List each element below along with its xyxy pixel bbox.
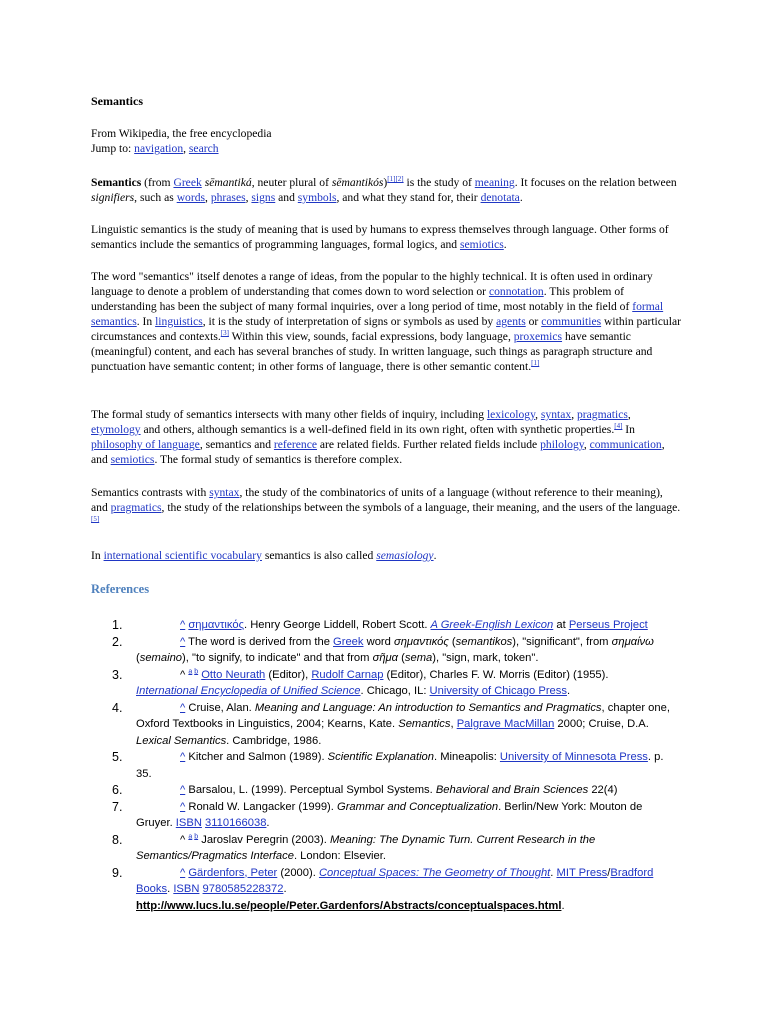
link-conceptual-spaces[interactable]: Conceptual Spaces: The Geometry of Thought <box>318 866 551 879</box>
link-pragmatics-2[interactable]: pragmatics <box>110 501 162 514</box>
link-agents[interactable]: agents <box>496 315 526 328</box>
cite-1-2[interactable]: [1][2] <box>387 175 404 184</box>
link-pragmatics[interactable]: pragmatics <box>577 408 628 421</box>
paragraph-word: The word "semantics" itself denotes a range of ideas, from the popular to the highly technical. It is often used in ordinary language to denote a problem of understanding that comes down to word selection or connotation. This problem of understanding has been the subject of many formal inquiries, over a long period of time, most notably in the field of formal semantics. In linguistics, it is the study of interpretation of signs or symbols as used by agents or communities within particular circumstances and contexts.[3] Within this view, sounds, facial expressions, body language, proxemics have semantic (meaningful) content, and each has several branches of study. In written language, such things as paragraph structure and punctuation have semantic content; in other forms of language, there is other semantic content.[1] <box>91 270 681 373</box>
cite-1[interactable]: [1] <box>531 359 540 368</box>
references-heading: References <box>91 582 150 596</box>
backlink-a[interactable]: a <box>188 667 193 675</box>
link-meaning[interactable]: meaning <box>474 176 515 189</box>
cite-3[interactable]: [3] <box>220 329 229 338</box>
link-gardenfors[interactable]: Gärdenfors, Peter <box>188 866 278 879</box>
link-syntax-2[interactable]: syntax <box>209 486 240 499</box>
link-greek[interactable]: Greek <box>333 635 364 648</box>
link-greek-word[interactable]: σημαντικός <box>188 619 244 631</box>
link-semasiology[interactable]: semasiology <box>376 549 434 562</box>
paragraph-linguistic: Linguistic semantics is the study of meaning that is used by humans to express themselves through language. Other forms of semantics include the semantics of programming languages, formal logics, and semiotics. <box>91 223 669 251</box>
link-philology[interactable]: philology <box>540 438 584 451</box>
reference-item-6: 6. ^ Barsalou, L. (1999). Perceptual Symbol Systems. Behavioral and Brain Sciences 22(4) <box>112 783 618 797</box>
paragraph-formal-study: The formal study of semantics intersects with many other fields of inquiry, including lexicology, syntax, pragmatics, etymology and others, although semantics is a well-defined field in its own right, often with synthetic properties.[4] In philosophy of language, semantics and reference are related fields. Further related fields include philology, communication, and semiotics. The formal study of semantics is therefore complex. <box>91 408 665 466</box>
link-etymology[interactable]: etymology <box>91 423 141 436</box>
link-words[interactable]: words <box>176 191 206 204</box>
reference-item-3: 3. ^ $^{a b}$ Otto Neurath (Editor), Rudolf Carnap (Editor), Charles F. W. Morris (Editor) (1955). International Encyclopedia of Unified Science. Chicago, IL: University of Chicago Press. <box>112 667 609 697</box>
reference-item-7: 7. ^ Ronald W. Langacker (1999). Grammar and Conceptualization. Berlin/New York: Mouton de Gruyer. ISBN 3110166038. <box>112 799 643 829</box>
link-greek[interactable]: Greek <box>173 176 202 189</box>
link-phrases[interactable]: phrases <box>210 191 246 204</box>
jump-line: Jump to: navigation, search <box>91 142 219 155</box>
link-formal-semantics[interactable]: formal semantics <box>91 300 664 328</box>
reference-item-5: 5. ^ Kitcher and Salmon (1989). Scientific Explanation. Mineapolis: University of Minnesota Press. p. 35. <box>112 750 664 780</box>
reference-item-8: 8. ^ $^{a b}$ Jaroslav Peregrin (2003). Meaning: The Dynamic Turn. Current Research in the Semantics/Pragmatics Interface. London: Elsevier. <box>112 832 596 862</box>
bold-term: Semantics <box>91 176 142 189</box>
link-linguistics[interactable]: linguistics <box>155 315 203 328</box>
backlink-a[interactable]: a <box>188 832 193 840</box>
backlink-caret[interactable]: ^ <box>180 784 186 796</box>
link-denotata[interactable]: denotata <box>480 191 520 204</box>
link-communication[interactable]: communication <box>589 438 662 451</box>
link-chicago-press[interactable]: University of Chicago Press <box>429 685 567 697</box>
link-lexicon[interactable]: A Greek-English Lexicon <box>430 619 554 631</box>
reference-item-4: 4. ^ Cruise, Alan. Meaning and Language: An introduction to Semantics and Pragmatics, chapter one, Oxford Textbooks in Linguistics, 2004; Kearns, Kate. Semantics, Palgrave MacMillan 2000; Cruise, D.A. Lexical Semantics. Cambridge, 1986. <box>112 700 670 747</box>
link-palgrave[interactable]: Palgrave MacMillan <box>456 718 555 730</box>
reference-item-2: 2. ^ The word is derived from the Greek word σημαντικός (semantikos), "significant", from σημαίνω (semaino), "to signify, to indicate" and that from σῆμα (sema), "sign, mark, token". <box>112 634 654 664</box>
cite-5[interactable]: [5] <box>91 515 100 524</box>
link-lexicology[interactable]: lexicology <box>486 408 536 421</box>
backlink-b[interactable]: b <box>194 667 199 675</box>
link-symbols[interactable]: symbols <box>297 191 337 204</box>
backlink-caret[interactable]: ^ <box>180 619 186 631</box>
cite-4[interactable]: [4] <box>614 422 623 431</box>
subtitle-block <box>91 126 681 156</box>
reference-item-9: 9. ^ Gärdenfors, Peter (2000). Conceptual Spaces: The Geometry of Thought. MIT Press/Bradford Books. ISBN 9780585228372. http://www.lucs.lu.se/people/Peter.Gardenfors/Abstracts/conceptualspaces.html. <box>112 865 654 912</box>
paragraph-isv: In international scientific vocabulary semantics is also called semasiology. <box>91 549 437 562</box>
article-title: Semantics <box>91 94 143 108</box>
link-signs[interactable]: signs <box>251 191 276 204</box>
search-link[interactable]: search <box>188 142 219 155</box>
link-isbn[interactable]: ISBN <box>175 817 202 829</box>
link-philosophy-of-language[interactable]: philosophy of language <box>91 438 200 451</box>
link-neurath[interactable]: Otto Neurath <box>201 668 266 681</box>
link-mit-press[interactable]: MIT Press <box>556 866 608 879</box>
link-isbn-number[interactable]: 3110166038 <box>205 817 267 829</box>
link-semiotics[interactable]: semiotics <box>459 238 504 251</box>
link-isbn-number[interactable]: 9780585228372 <box>202 883 284 895</box>
link-connotation[interactable]: connotation <box>488 285 544 298</box>
paragraph-contrasts: Semantics contrasts with syntax, the study of the combinatorics of units of a language (without reference to their meaning), and pragmatics, the study of the relationships between the symbols of a language, their meaning, and the users of the language.[5] <box>91 486 681 524</box>
backlink-b[interactable]: b <box>194 832 199 840</box>
references-list <box>112 617 672 914</box>
backlink-caret[interactable]: ^ <box>180 701 186 714</box>
backlink-caret[interactable]: ^ <box>180 751 186 763</box>
backlink-caret[interactable]: ^ <box>180 866 186 879</box>
backlink-caret[interactable]: ^ <box>180 635 186 648</box>
link-reference[interactable]: reference <box>273 438 318 451</box>
link-encyclopedia[interactable]: International Encyclopedia of Unified Science <box>136 685 361 697</box>
link-perseus[interactable]: Perseus Project <box>568 619 648 631</box>
reference-item-1: 1. ^ σημαντικός. Henry George Liddell, Robert Scott. A Greek-English Lexicon at Perseus Project <box>112 618 648 632</box>
link-semiotics-2[interactable]: semiotics <box>110 453 155 466</box>
link-carnap[interactable]: Rudolf Carnap <box>311 668 384 681</box>
navigation-link[interactable]: navigation <box>134 142 184 155</box>
from-line: From Wikipedia, the free encyclopedia <box>91 127 272 140</box>
link-minnesota-press[interactable]: University of Minnesota Press <box>499 751 648 763</box>
backlink-caret[interactable]: ^ <box>180 800 186 813</box>
link-isbn[interactable]: ISBN <box>173 883 200 895</box>
link-url[interactable]: http://www.lucs.lu.se/people/Peter.Gardenfors/Abstracts/conceptualspaces.html <box>136 899 562 912</box>
link-syntax[interactable]: syntax <box>540 408 572 421</box>
link-isv[interactable]: international scientific vocabulary <box>103 549 262 562</box>
link-bradford-books[interactable]: Bradford Books <box>136 866 654 895</box>
link-proxemics[interactable]: proxemics <box>513 330 563 343</box>
link-communities[interactable]: communities <box>541 315 602 328</box>
paragraph-intro: Semantics (from Greek sēmantiká, neuter plural of sēmantikós)[1][2] is the study of meaning. It focuses on the relation between signifiers, such as words, phrases, signs and symbols, and what they stand for, their denotata. <box>91 175 677 204</box>
